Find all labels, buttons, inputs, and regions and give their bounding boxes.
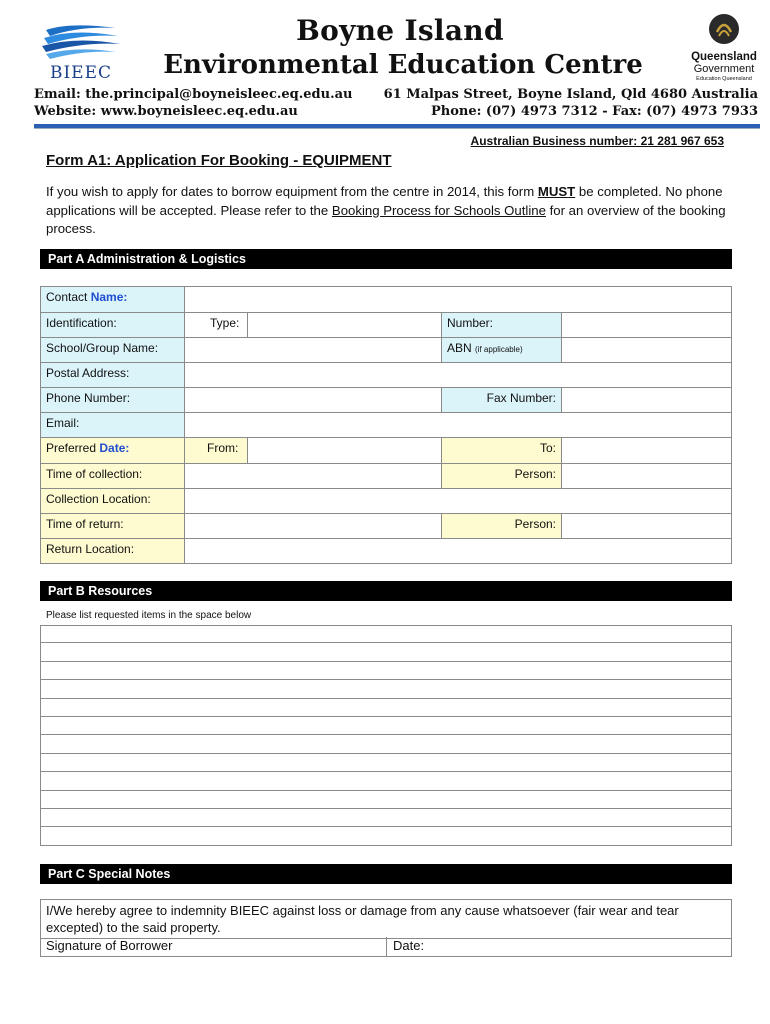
from-field[interactable]	[247, 437, 442, 464]
form-title: Form A1: Application For Booking - EQUIPMENT	[46, 152, 392, 169]
contact-name-label: Contact Name:	[40, 286, 185, 313]
return-location-label: Return Location:	[40, 538, 185, 564]
intro-must: MUST	[537, 184, 576, 199]
signature-divider	[386, 937, 387, 956]
signature-row	[40, 937, 732, 957]
identification-label: Identification:	[40, 312, 185, 338]
time-return-field[interactable]	[184, 513, 442, 539]
collection-person-label: Person:	[441, 463, 562, 489]
booking-process-link[interactable]: Booking Process for Schools Outline	[331, 202, 546, 218]
email-line: Email: the.principal@boyneisleec.eq.edu.au	[34, 87, 353, 102]
gov-line3: Education Queensland	[696, 76, 752, 82]
type-label: Type:	[184, 312, 248, 338]
resource-line[interactable]	[40, 827, 732, 845]
intro-text-3: for an overview of the booking process.	[46, 202, 726, 236]
resource-line[interactable]	[40, 680, 732, 698]
contact-name-field[interactable]	[184, 286, 732, 313]
school-field[interactable]	[184, 337, 442, 363]
school-label: School/Group Name:	[40, 337, 185, 363]
intro-text-2: be completed. No phone applications will be accepted. Please refer to the	[46, 184, 723, 218]
collection-person-field[interactable]	[561, 463, 732, 489]
header-rule	[34, 124, 760, 129]
preferred-date-label: Preferred Date:	[40, 437, 185, 464]
part-b-note: Please list requested items in the space below	[46, 610, 252, 621]
abn-text: Australian Business number: 21 281 967 653	[470, 134, 724, 148]
part-a-heading: Part A Administration & Logistics	[40, 249, 732, 269]
collection-location-field[interactable]	[184, 488, 732, 514]
return-location-field[interactable]	[184, 538, 732, 564]
phone-line: Phone: (07) 4973 7312 - Fax: (07) 4973 7933	[430, 104, 758, 119]
gov-line1: Queensland	[691, 51, 757, 63]
resource-line[interactable]	[40, 643, 732, 661]
gov-line2: Government	[693, 63, 755, 75]
fax-label: Fax Number:	[441, 387, 562, 413]
fax-field[interactable]	[561, 387, 732, 413]
resource-line[interactable]	[40, 662, 732, 680]
logo-text: BIEEC	[49, 63, 113, 83]
phone-field[interactable]	[184, 387, 442, 413]
wave-logo-icon	[40, 22, 122, 62]
time-collection-label: Time of collection:	[40, 463, 185, 489]
collection-location-label: Collection Location:	[40, 488, 185, 514]
resource-line[interactable]	[40, 625, 732, 643]
abn-label: ABN (if applicable)	[441, 337, 562, 363]
resource-line[interactable]	[40, 699, 732, 717]
time-return-label: Time of return:	[40, 513, 185, 539]
time-collection-field[interactable]	[184, 463, 442, 489]
abn-field[interactable]	[561, 337, 732, 363]
website-line: Website: www.boyneisleec.eq.edu.au	[34, 104, 298, 119]
indemnity-declaration: I/We hereby agree to indemnity BIEEC against loss or damage from any cause whatsoever (fair wear and tear excepted) to the said property.	[40, 899, 732, 939]
number-field[interactable]	[561, 312, 732, 338]
to-field[interactable]	[561, 437, 732, 464]
address-line: 61 Malpas Street, Boyne Island, Qld 4680 Australia	[383, 87, 758, 102]
phone-label: Phone Number:	[40, 387, 185, 413]
intro-paragraph	[46, 183, 736, 239]
resource-line[interactable]	[40, 791, 732, 809]
signature-label: Signature of Borrower	[46, 938, 173, 953]
resource-line[interactable]	[40, 717, 732, 735]
resources-list	[40, 625, 732, 846]
intro-text-1: If you wish to apply for dates to borrow equipment from the centre in 2014, this form	[46, 184, 538, 199]
return-person-field[interactable]	[561, 513, 732, 539]
email-field[interactable]	[184, 412, 732, 438]
resource-line[interactable]	[40, 735, 732, 753]
centre-title-line2: Environmental Education Centre	[163, 50, 643, 80]
queensland-government-logo	[684, 12, 764, 83]
to-label: To:	[441, 437, 562, 464]
resource-line[interactable]	[40, 772, 732, 790]
centre-title-line1: Boyne Island	[296, 14, 504, 47]
signature-date-label: Date:	[393, 938, 425, 953]
from-label: From:	[184, 437, 248, 464]
resource-line[interactable]	[40, 754, 732, 772]
crest-icon	[707, 12, 741, 46]
return-person-label: Person:	[441, 513, 562, 539]
postal-field[interactable]	[184, 362, 732, 388]
part-b-heading: Part B Resources	[40, 581, 732, 601]
resource-line[interactable]	[40, 809, 732, 827]
type-field[interactable]	[247, 312, 442, 338]
part-c-heading: Part C Special Notes	[40, 864, 732, 884]
number-label: Number:	[441, 312, 562, 338]
postal-label: Postal Address:	[40, 362, 185, 388]
bieec-logo	[40, 22, 122, 83]
email-label: Email:	[40, 412, 185, 438]
